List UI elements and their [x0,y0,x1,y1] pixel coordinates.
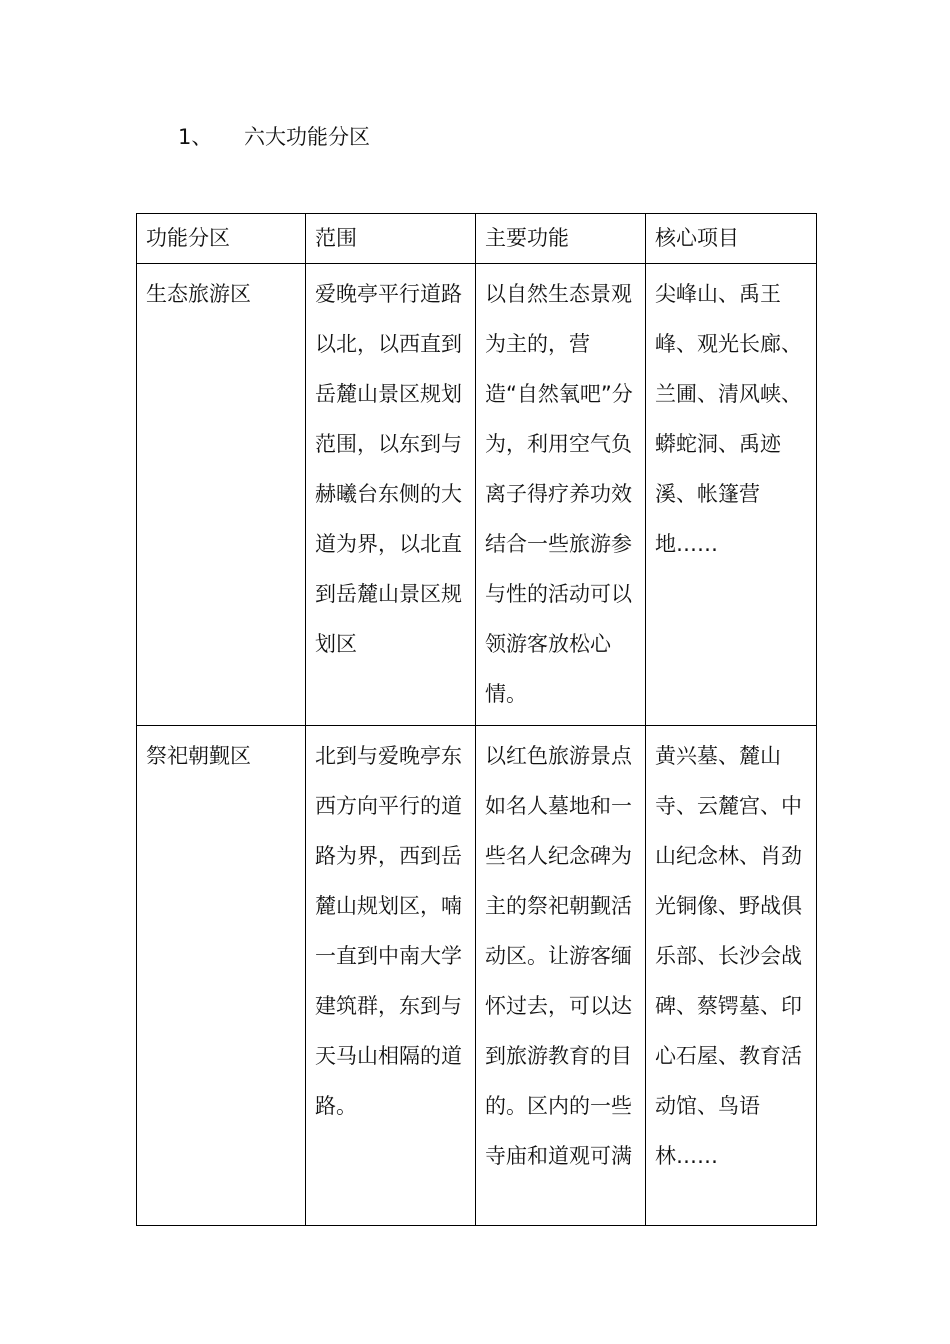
zone-name-cell: 祭祀朝觐区 [137,726,306,1226]
zone-name-cell: 生态旅游区 [137,264,306,726]
function-zones-table [136,213,817,1226]
header-scope: 范围 [306,214,476,264]
projects-cell: 尖峰山、禹王峰、观光长廊、兰圃、清风峡、蟒蛇洞、禹迹溪、帐篷营地…… [646,264,817,726]
projects-cell: 黄兴墓、麓山寺、云麓宫、中山纪念林、肖劲光铜像、野战俱乐部、长沙会战碑、蔡锷墓、印心石屋、教育活动馆、鸟语林…… [646,726,817,1226]
function-cell: 以自然生态景观为主的，营造“自然氧吧”分为，利用空气负离子得疗养功效结合一些旅游参与性的活动可以领游客放松心情。 [476,264,646,726]
header-projects: 核心项目 [646,214,817,264]
table-row [137,264,817,726]
header-function: 主要功能 [476,214,646,264]
section-heading [178,122,370,152]
table-header-row [137,214,817,264]
scope-cell: 爱晚亭平行道路以北，以西直到岳麓山景区规划范围，以东到与赫曦台东侧的大道为界，以北直到岳麓山景区规划区 [306,264,476,726]
section-title: 六大功能分区 [244,125,370,149]
function-cell: 以红色旅游景点如名人墓地和一些名人纪念碑为主的祭祀朝觐活动区。让游客缅怀过去，可以达到旅游教育的目的。区内的一些寺庙和道观可满 [476,726,646,1226]
scope-cell: 北到与爱晚亭东西方向平行的道路为界，西到岳麓山规划区，喃一直到中南大学建筑群，东到与天马山相隔的道路。 [306,726,476,1226]
section-number: 1、 [178,125,213,149]
table-row [137,726,817,1226]
header-zone: 功能分区 [137,214,306,264]
